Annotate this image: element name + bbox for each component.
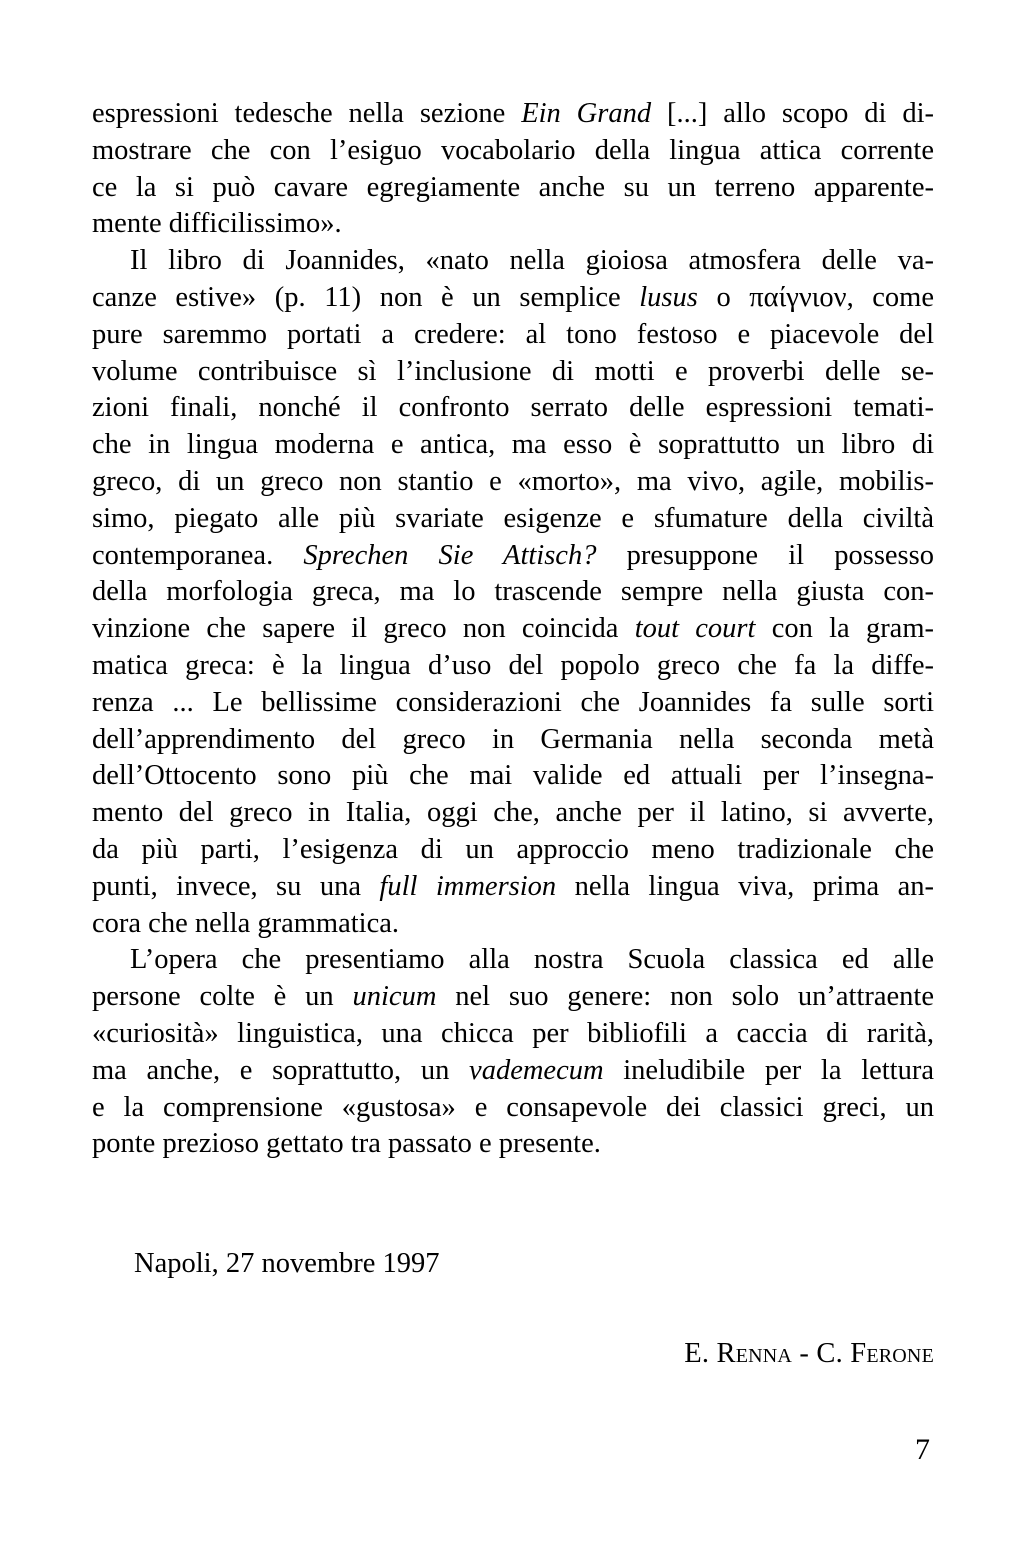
text-line: punti, invece, su una full immersion nella lingua viva, prima an- xyxy=(92,870,934,902)
date-line: Napoli, 27 novembre 1997 xyxy=(134,1248,440,1279)
text-line: Il libro di Joannides, «nato nella gioiosa atmosfera delle va- xyxy=(130,245,934,277)
text-line: ma anche, e soprattutto, un vademecum ineludibile per la lettura xyxy=(92,1054,934,1086)
paragraph xyxy=(92,243,934,942)
text-line: pure saremmo portati a credere: al tono festoso e piacevole del xyxy=(92,318,934,350)
text-line: espressioni tedesche nella sezione Ein Grand [...] allo scopo di di- xyxy=(92,98,935,129)
text-line: mento del greco in Italia, oggi che, anche per il latino, si avverte, xyxy=(92,797,934,829)
text-line: che in lingua moderna e antica, ma esso è soprattutto un libro di xyxy=(92,429,934,461)
body-text xyxy=(92,96,934,1163)
italic-term: unicum xyxy=(352,981,437,1013)
italic-term: full immersion xyxy=(379,870,557,902)
text-line: della morfologia greca, ma lo trascende sempre nella giusta con- xyxy=(92,576,934,608)
text-line: canze estive» (p. 11) non è un semplice lusus o παίγνιον, come xyxy=(92,281,934,313)
signature: E. Renna - C. Ferone xyxy=(684,1338,934,1369)
text-line: ponte prezioso gettato tra passato e presente. xyxy=(92,1128,601,1160)
text-line: cora che nella grammatica. xyxy=(92,907,399,939)
text-line: persone colte è un unicum nel suo genere: non solo un’attraente xyxy=(92,981,934,1013)
text-line: matica greca: è la lingua d’uso del popolo greco che fa la diffe- xyxy=(92,649,934,681)
text-line: «curiosità» linguistica, una chicca per bibliofili a caccia di rarità, xyxy=(92,1017,934,1049)
italic-term: tout court xyxy=(634,613,756,645)
document-page xyxy=(92,96,934,1496)
text-line: vinzione che sapere il greco non coincida tout court con la gram- xyxy=(92,613,934,645)
text-line: contemporanea. Sprechen Sie Attisch? presuppone il possesso xyxy=(92,539,934,571)
text-line: dell’Ottocento sono più che mai valide ed attuali per l’insegna- xyxy=(92,760,934,792)
italic-term: lusus xyxy=(639,281,698,313)
paragraph xyxy=(92,942,934,1163)
text-line: e la comprensione «gustosa» e consapevole dei classici greci, un xyxy=(92,1091,934,1123)
italic-term: vademecum xyxy=(469,1054,604,1086)
text-line: greco, di un greco non stantio e «morto», ma vivo, agile, mobilis- xyxy=(92,465,934,497)
text-line: ce la si può cavare egregiamente anche su un terreno apparente- xyxy=(92,171,934,203)
text-line: L’opera che presentiamo alla nostra Scuola classica ed alle xyxy=(130,944,934,976)
text-line: simo, piegato alle più svariate esigenze e sfumature della civiltà xyxy=(92,502,934,534)
text-line: da più parti, l’esigenza di un approccio meno tradizionale che xyxy=(92,833,934,865)
page-number: 7 xyxy=(915,1433,930,1466)
text-line: zioni finali, nonché il confronto serrato delle espressioni temati- xyxy=(92,392,934,424)
text-line: mente difficilissimo». xyxy=(92,208,342,240)
text-line: dell’apprendimento del greco in Germania nella seconda metà xyxy=(92,723,934,755)
text-line: mostrare che con l’esiguo vocabolario della lingua attica corrente xyxy=(92,134,934,166)
text-line: renza ... Le bellissime considerazioni che Joannides fa sulle sorti xyxy=(92,686,934,718)
italic-term: Sprechen Sie Attisch? xyxy=(303,539,597,571)
italic-term: Ein Grand xyxy=(521,98,652,129)
text-line: volume contribuisce sì l’inclusione di motti e proverbi delle se- xyxy=(92,355,934,387)
paragraph xyxy=(92,96,934,243)
